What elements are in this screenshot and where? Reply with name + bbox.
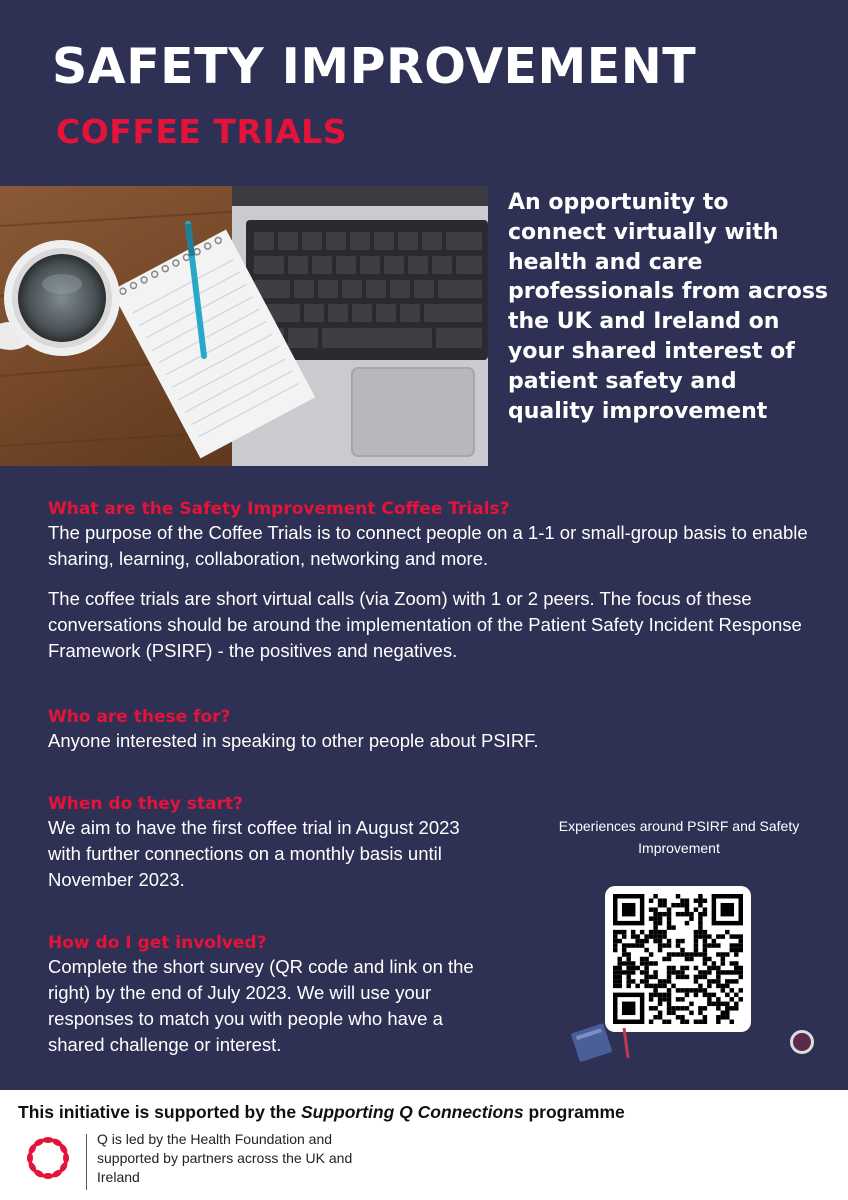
- qr-code-icon: [613, 894, 743, 1024]
- section-paragraph: We aim to have the first coffee trial in August 2023 with further connections on a monthly basis until November 2023.: [48, 817, 460, 890]
- section-what: [48, 498, 808, 664]
- footer-divider: [86, 1134, 87, 1190]
- page-title: SAFETY IMPROVEMENT: [52, 38, 697, 95]
- section-when: [48, 793, 488, 893]
- led-by-text: Q is led by the Health Foundation and supported by partners across the UK and Ireland: [97, 1131, 353, 1185]
- cup-icon: [788, 1028, 818, 1058]
- section-who: [48, 706, 808, 754]
- page-subtitle: COFFEE TRIALS: [56, 112, 347, 151]
- section-heading: When do they start?: [48, 794, 244, 814]
- qr-caption: Experiences around PSIRF and Safety Improvement: [558, 818, 800, 856]
- book-icon: [568, 1014, 638, 1064]
- section-paragraph: The purpose of the Coffee Trials is to connect people on a 1-1 or small-group basis to enable sharing, learning, collaboration, networking and more.: [48, 522, 808, 569]
- section-heading: Who are these for?: [48, 707, 231, 727]
- hero-photo: [0, 186, 488, 466]
- programme-name: Supporting Q Connections: [300, 1102, 524, 1122]
- footer: [0, 1090, 848, 1200]
- qr-code[interactable]: [605, 886, 751, 1032]
- section-paragraph: Anyone interested in speaking to other people about PSIRF.: [48, 730, 539, 751]
- intro-text: An opportunity to connect virtually with health and care professionals from across the UK and Ireland on your shared interest of patient safety and quality improvement: [508, 190, 829, 424]
- q-logo-icon: [20, 1130, 76, 1186]
- section-heading: What are the Safety Improvement Coffee Trials?: [48, 499, 510, 519]
- section-how: [48, 932, 488, 1058]
- section-paragraph: The coffee trials are short virtual calls (via Zoom) with 1 or 2 peers. The focus of these conversations should be around the implementation of the Patient Safety Incident Response Framework (PSIRF) - the positives and negatives.: [48, 588, 802, 661]
- support-line: This initiative is supported by the Supporting Q Connections programme: [18, 1102, 625, 1122]
- section-heading: How do I get involved?: [48, 933, 267, 953]
- section-paragraph: Complete the short survey (QR code and link on the right) by the end of July 2023. We will use your responses to match you with people who have a shared challenge or interest.: [48, 956, 474, 1055]
